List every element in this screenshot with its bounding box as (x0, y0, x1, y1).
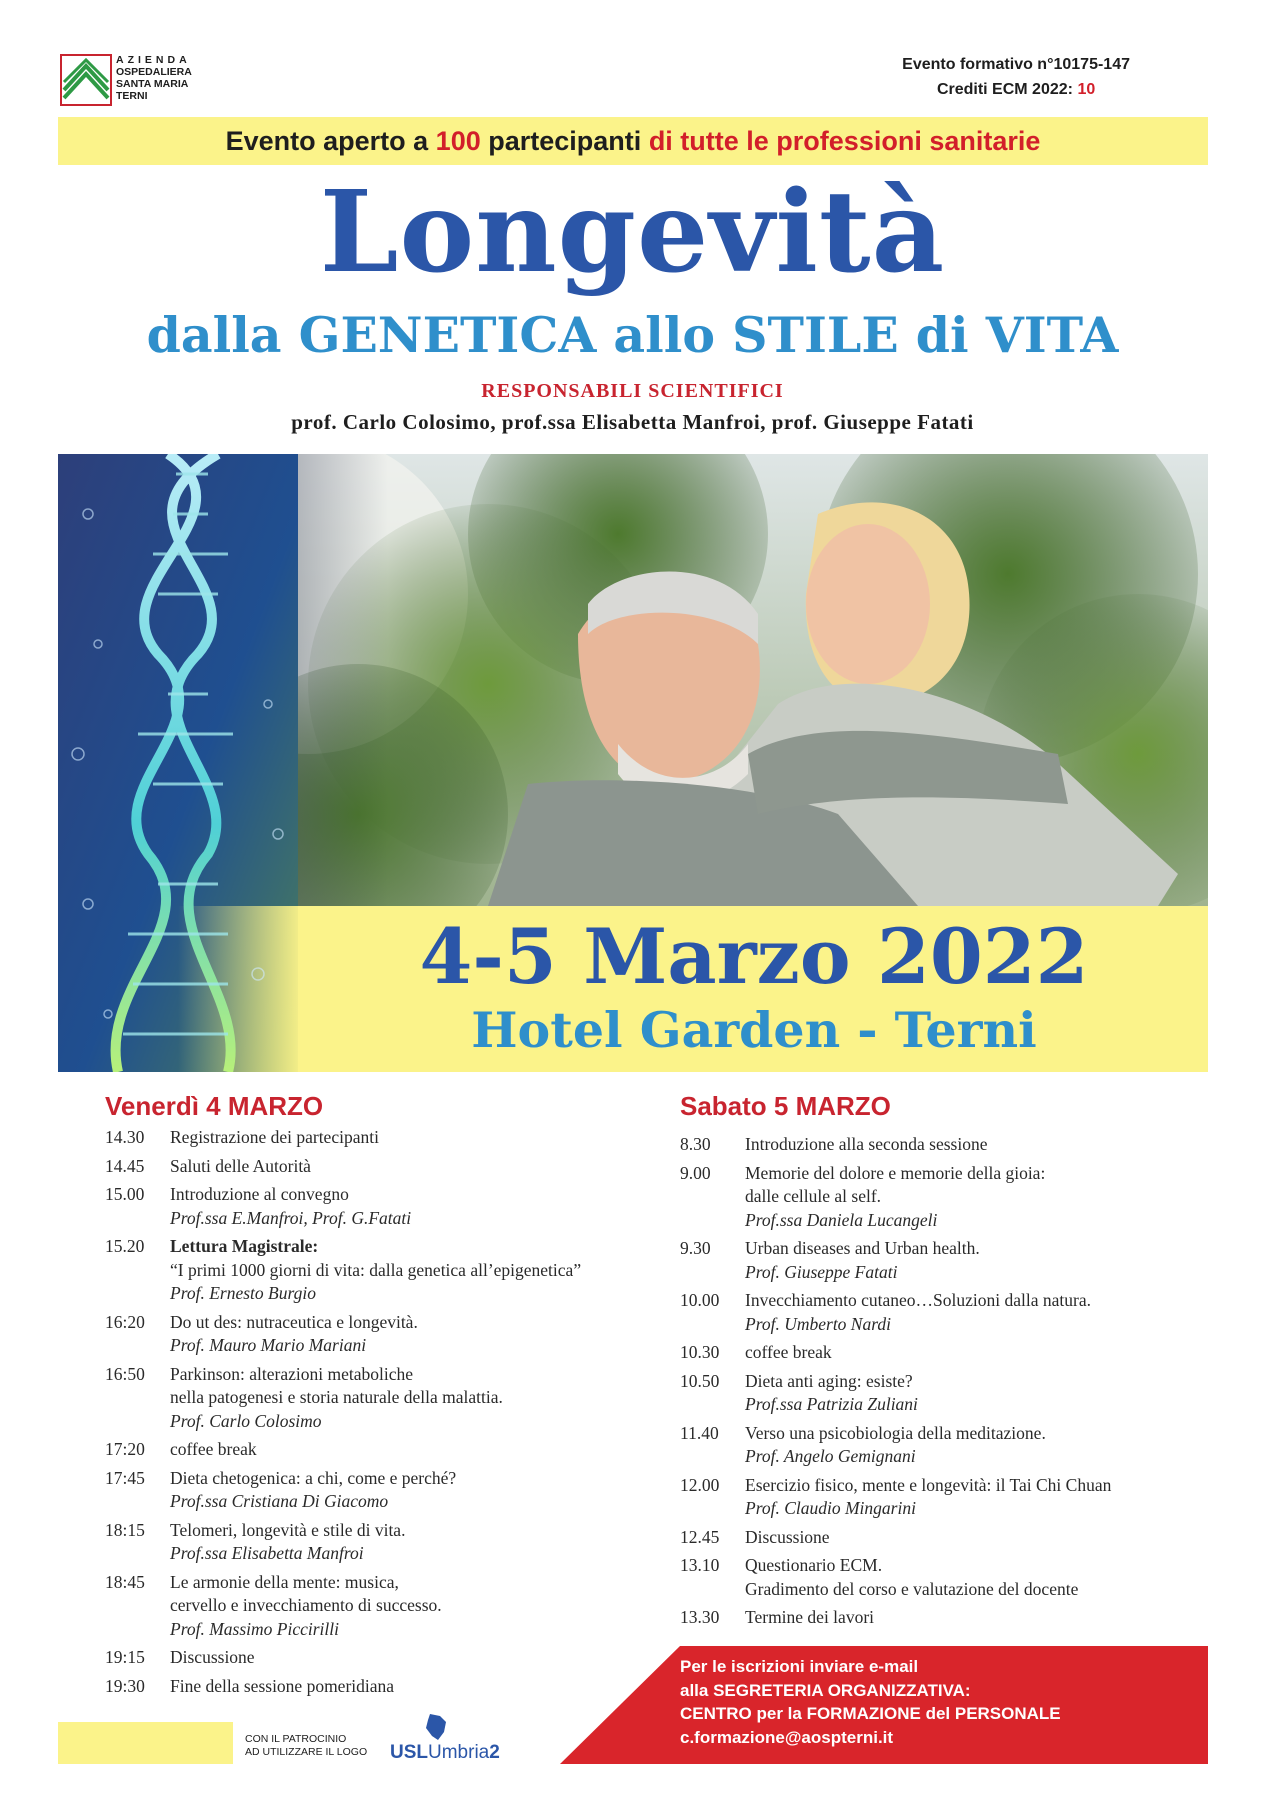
row-speaker: Prof. Angelo Gemignani (745, 1446, 916, 1466)
row-speaker: Prof.ssa Elisabetta Manfroi (170, 1543, 364, 1563)
row-text: Urban diseases and Urban health. (745, 1238, 980, 1258)
programme-row (105, 1363, 625, 1434)
banner-part-1: Evento aperto a (225, 126, 429, 156)
row-time: 17:20 (105, 1439, 145, 1459)
programme-row (680, 1474, 1200, 1521)
row-speaker: Prof. Massimo Piccirilli (170, 1618, 339, 1639)
patrocinio-line-1: CON IL PATROCINIO (245, 1733, 347, 1745)
row-text: Registrazione dei partecipanti (170, 1127, 379, 1147)
logo-line-3: SANTA MARIA (116, 78, 189, 90)
programme-row (680, 1237, 1200, 1284)
saturday-title: Sabato 5 MARZO (680, 1091, 891, 1121)
programme-row (105, 1467, 625, 1514)
registration-line-3: CENTRO per la FORMAZIONE del PERSONALE (680, 1704, 1061, 1723)
row-speaker: Prof. Mauro Mario Mariani (170, 1335, 367, 1355)
row-time: 8.30 (680, 1134, 711, 1154)
programme-row (105, 1646, 625, 1670)
registration-line-1: Per le iscrizioni inviare e-mail (680, 1657, 919, 1676)
row-text: Dieta chetogenica: a chi, come e perché? (170, 1467, 457, 1488)
programme-row (680, 1289, 1200, 1336)
row-time: 16:50 (105, 1363, 145, 1384)
row-text: cervello e invecchiamento di successo. (170, 1595, 442, 1615)
event-date: 4-5 Marzo 2022 (419, 912, 1089, 1001)
friday-title: Venerdì 4 MARZO (105, 1091, 324, 1121)
programme-row (680, 1606, 1200, 1630)
row-text: Introduzione al convegno (170, 1184, 349, 1204)
programme-row (105, 1571, 625, 1642)
saturday-programme (680, 1133, 1200, 1635)
responsabili-names: prof. Carlo Colosimo, prof.ssa Elisabetta Manfroi, prof. Giuseppe Fatati (291, 410, 974, 434)
programme-row (105, 1675, 625, 1699)
row-text: Esercizio fisico, mente e longevità: il Tai Chi Chuan (745, 1474, 1112, 1495)
row-text: Saluti delle Autorità (170, 1155, 311, 1176)
row-text: coffee break (745, 1342, 832, 1362)
row-text: Invecchiamento cutaneo…Soluzioni dalla natura. (745, 1290, 1091, 1310)
programme-row (105, 1438, 625, 1462)
row-speaker: Prof.ssa Cristiana Di Giacomo (170, 1491, 389, 1511)
row-text: Memorie del dolore e memorie della gioia: (745, 1162, 1046, 1183)
usl-text-c: 2 (489, 1742, 500, 1763)
hospital-logo-icon (60, 54, 112, 106)
row-time: 10.30 (680, 1342, 720, 1362)
row-time: 15.20 (105, 1236, 145, 1256)
banner-count: 100 (435, 126, 481, 156)
row-speaker: Prof.ssa E.Manfroi, Prof. G.Fatati (170, 1207, 412, 1228)
row-text: Telomeri, longevità e stile di vita. (170, 1519, 406, 1540)
patrocinio-text (245, 1733, 367, 1759)
row-time: 12.00 (680, 1474, 720, 1495)
programme-row (680, 1341, 1200, 1365)
banner-part-3: di tutte le professioni sanitarie (648, 126, 1041, 156)
usl-text-b: Umbria (428, 1742, 490, 1763)
row-time: 19:15 (105, 1647, 145, 1667)
row-time: 9.30 (680, 1238, 711, 1258)
programme-row (680, 1133, 1200, 1157)
row-text: Do ut des: nutraceutica e longevità. (170, 1311, 418, 1332)
umbria-region-icon (422, 1712, 450, 1742)
hospital-logo (60, 52, 210, 108)
row-time: 10.50 (680, 1370, 720, 1391)
row-speaker: Prof. Ernesto Burgio (170, 1283, 316, 1303)
programme-row (680, 1526, 1200, 1550)
row-time: 19:30 (105, 1675, 145, 1696)
row-speaker: Prof.ssa Daniela Lucangeli (745, 1209, 938, 1230)
programme-row (105, 1311, 625, 1358)
programme-row (680, 1162, 1200, 1233)
audience-banner (58, 117, 1208, 165)
row-text: nella patogenesi e storia naturale della malattia. (170, 1387, 503, 1407)
banner-part-2: partecipanti (488, 126, 642, 156)
logo-line-4: TERNI (116, 90, 148, 102)
row-time: 13.30 (680, 1607, 720, 1627)
programme-row (680, 1422, 1200, 1469)
row-speaker: Prof. Claudio Mingarini (745, 1498, 916, 1518)
footer-yellow-block (58, 1722, 233, 1764)
programme-row (105, 1519, 625, 1566)
row-text: Discussione (170, 1647, 255, 1667)
row-text: Introduzione alla seconda sessione (745, 1134, 988, 1154)
page-title: Longevità (319, 167, 946, 298)
programme-row (680, 1554, 1200, 1601)
row-text: dalle cellule al self. (745, 1186, 882, 1206)
row-bold-label: Lettura Magistrale: (170, 1236, 319, 1256)
programme-row (105, 1155, 625, 1179)
registration-email-link[interactable]: c.formazione@aospterni.it (680, 1727, 894, 1747)
row-speaker: Prof. Carlo Colosimo (170, 1410, 322, 1431)
row-text: coffee break (170, 1439, 257, 1459)
programme-row (680, 1370, 1200, 1417)
event-info (902, 52, 1130, 102)
event-venue: Hotel Garden - Terni (471, 1001, 1037, 1059)
row-time: 11.40 (680, 1422, 719, 1443)
row-speaker: Prof.ssa Patrizia Zuliani (745, 1394, 918, 1414)
programme-row (105, 1126, 625, 1150)
registration-line-2: alla SEGRETERIA ORGANIZZATIVA: (680, 1680, 971, 1700)
row-text: Termine dei lavori (745, 1607, 875, 1627)
row-text: Dieta anti aging: esiste? (745, 1370, 913, 1391)
ecm-credits-label: Crediti ECM 2022: (936, 81, 1073, 98)
programme-row (105, 1183, 625, 1230)
event-number: Evento formativo n°10175-147 (902, 56, 1130, 73)
row-time: 14.45 (105, 1155, 145, 1176)
row-speaker: Prof. Umberto Nardi (745, 1313, 891, 1334)
ecm-credits-value: 10 (1077, 81, 1096, 98)
registration-text (680, 1655, 1061, 1749)
row-time: 14.30 (105, 1127, 145, 1147)
row-time: 12.45 (680, 1526, 720, 1547)
dna-helix-icon (58, 454, 298, 1072)
patrocinio-line-2: AD UTILIZZARE IL LOGO (245, 1746, 368, 1758)
row-text: Fine della sessione pomeridiana (170, 1675, 395, 1696)
row-text: Gradimento del corso e valutazione del docente (745, 1578, 1079, 1599)
ecm-credits (902, 77, 1130, 102)
row-time: 18:15 (105, 1519, 145, 1540)
row-speaker: Prof. Giuseppe Fatati (745, 1261, 898, 1282)
usl-logo (390, 1712, 500, 1764)
logo-line-2: OSPEDALIERA (116, 66, 192, 78)
row-text: Parkinson: alterazioni metaboliche (170, 1363, 413, 1384)
row-text: Discussione (745, 1526, 830, 1547)
responsabili-label: RESPONSABILI SCIENTIFICI (481, 380, 784, 402)
row-time: 15.00 (105, 1184, 145, 1204)
row-time: 16:20 (105, 1311, 145, 1332)
row-text: Verso una psicobiologia della meditazione. (745, 1422, 1046, 1443)
row-time: 17:45 (105, 1467, 145, 1488)
programme-row (105, 1235, 625, 1306)
row-text: Questionario ECM. (745, 1555, 883, 1575)
row-text: “I primi 1000 giorni di vita: dalla genetica all’epigenetica” (170, 1259, 582, 1280)
logo-line-1: AZIENDA (116, 54, 191, 66)
row-time: 9.00 (680, 1162, 711, 1183)
row-time: 10.00 (680, 1290, 720, 1310)
usl-text-a: USL (390, 1742, 428, 1763)
row-time: 18:45 (105, 1571, 145, 1592)
row-text: Le armonie della mente: musica, (170, 1571, 399, 1592)
row-time: 13.10 (680, 1555, 720, 1575)
page-subtitle: dalla GENETICA allo STILE di VITA (146, 306, 1119, 364)
friday-programme (105, 1126, 625, 1703)
